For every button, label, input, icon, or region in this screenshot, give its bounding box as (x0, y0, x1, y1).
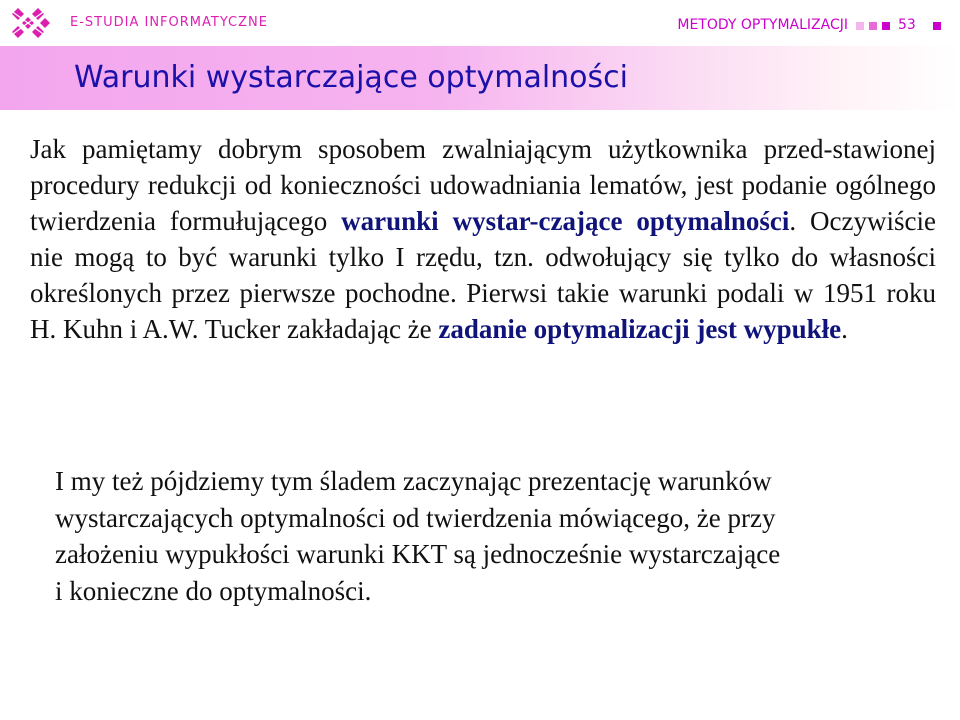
page-number: 53 (898, 17, 916, 33)
title-bar (0, 46, 960, 110)
paragraph-line: I my też pójdziemy tym śladem zaczynając prezentację warunków (55, 466, 772, 496)
highlight-phrase: zadanie optymalizacji jest wypukłe (438, 314, 842, 344)
decor-square (856, 22, 864, 30)
paragraph-line: założeniu wypukłości warunki KKT są jednocześnie wystarczające (55, 539, 781, 569)
slide-header (0, 0, 960, 46)
highlight-phrase: warunki wystar-czające optymalności (341, 206, 790, 236)
crossed-diamonds-logo-icon (8, 6, 52, 40)
decor-square (933, 22, 941, 30)
brand-label: E-STUDIA INFORMATYCZNE (70, 15, 268, 30)
course-title: METODY OPTYMALIZACJI (677, 17, 848, 33)
paragraph-line: i konieczne do optymalności. (55, 575, 372, 606)
decor-square (882, 22, 890, 30)
paragraph-text: . (841, 314, 848, 344)
body-paragraph-1 (30, 131, 936, 347)
paragraph-line: wystarczających optymalności od twierdzenia mówiącego, że przy (55, 502, 776, 533)
body-paragraph-2 (55, 463, 925, 609)
slide-title: Warunki wystarczające optymalności (74, 60, 628, 95)
paragraph-text: . Oczywiście nie mogą to być warunki tylko I rzędu, tzn. odwołujący się tylko do własności określonych przez pierwsze pochodne. Pierwsi takie warunki podali w 1951 roku H. Kuhn i A.W. Tucker zakładając że (30, 206, 936, 344)
paragraph-text: Jak pamiętamy dobrym sposobem zwalniającym użytkownika przed-stawionej procedury redukcji od konieczności udowadniania lematów, jest podanie ogólnego twierdzenia formułującego (30, 134, 936, 236)
decor-square (869, 22, 877, 30)
